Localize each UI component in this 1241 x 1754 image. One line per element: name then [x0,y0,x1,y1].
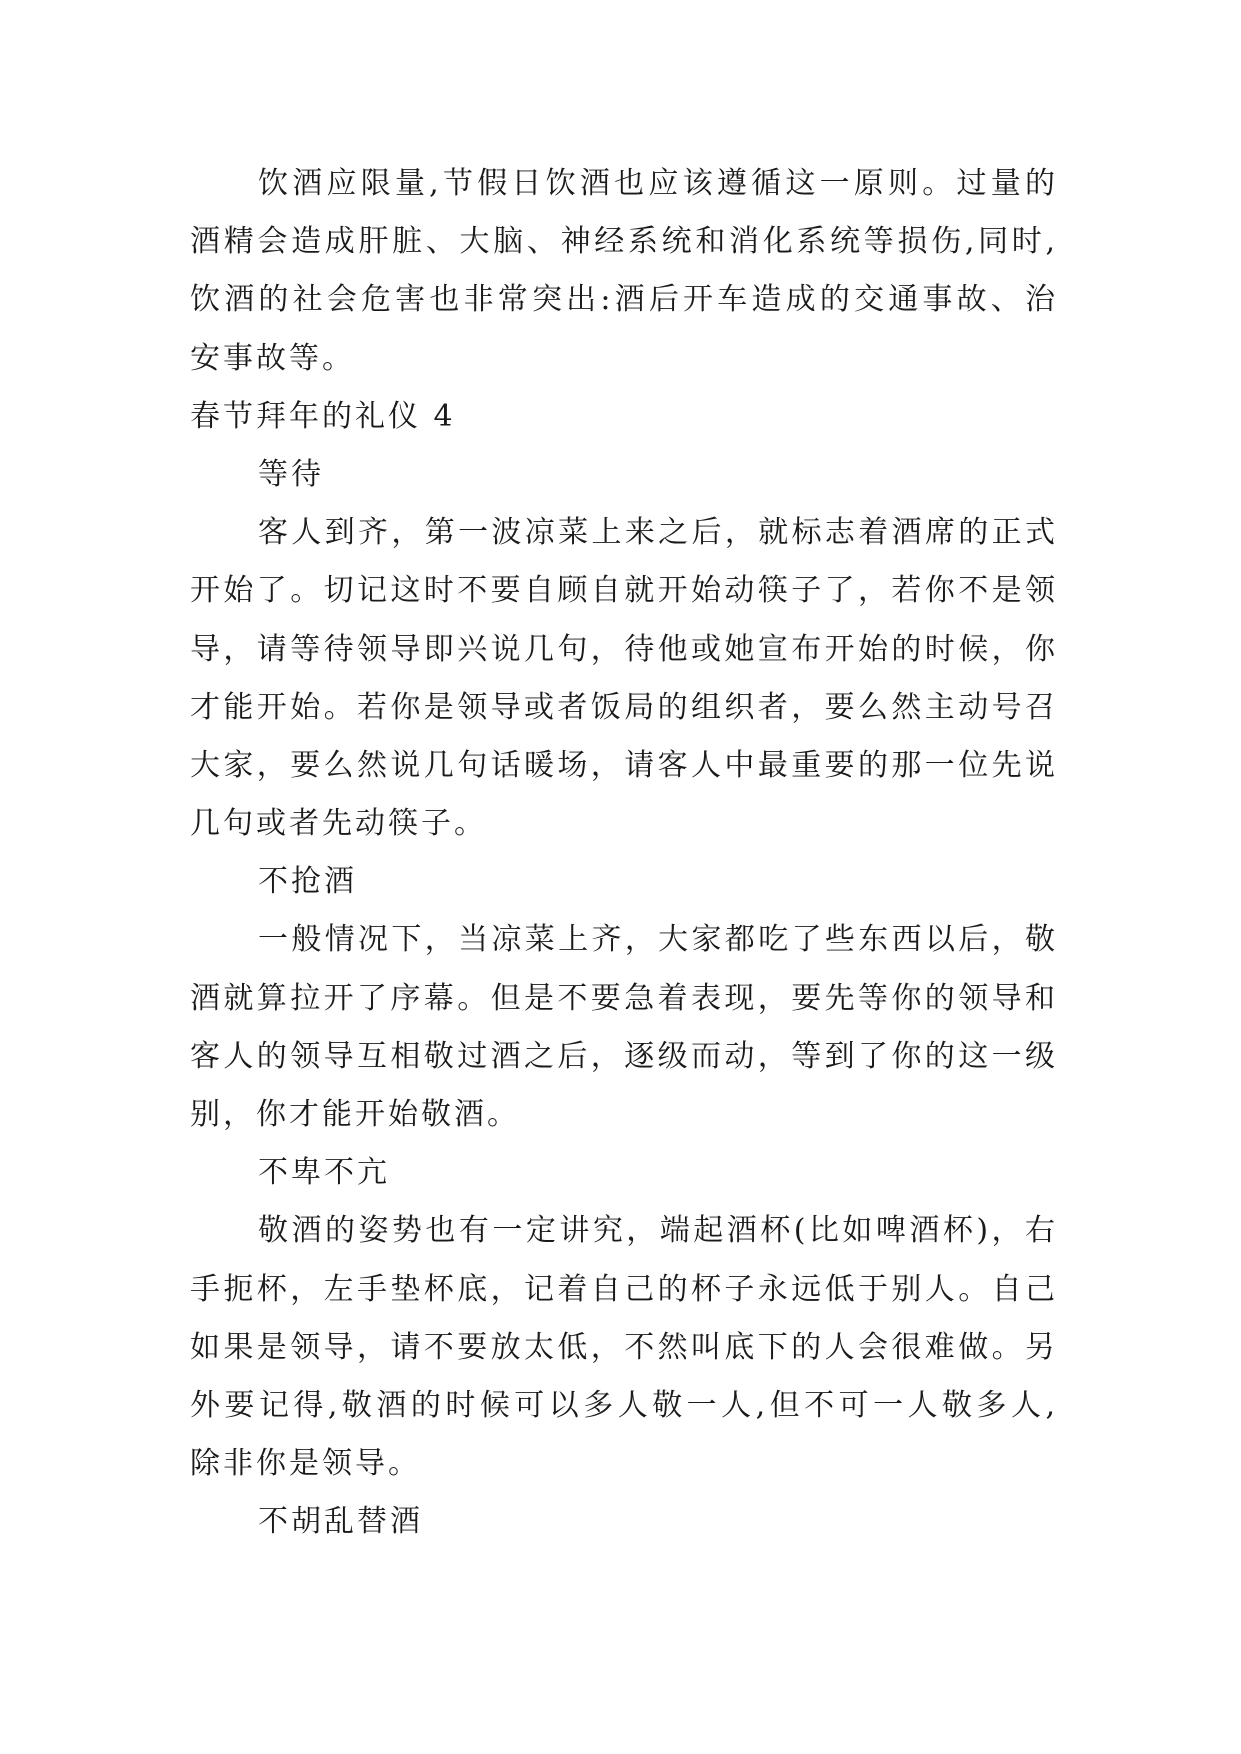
document-body [190,155,1055,1552]
paragraph-line: 除非你是领导。 [190,1446,421,1482]
paragraph-line: 外要记得,敬酒的时候可以多人敬一人,但不可一人敬多人, [190,1387,1055,1423]
paragraph-line: 酒就算拉开了序幕。但是不要急着表现，要先等你的领导和 [190,980,1055,1016]
section-heading: 不抢酒 [258,864,357,900]
paragraph-line: 手扼杯，左手垫杯底，记着自己的杯子永远低于别人。自己 [190,1271,1055,1307]
paragraph-line: 敬酒的姿势也有一定讲究，端起酒杯(比如啤酒杯)，右 [258,1213,1055,1249]
paragraph-line: 几句或者先动筷子。 [190,806,487,842]
paragraph-line: 饮酒应限量,节假日饮酒也应该遵循这一原则。过量的 [258,166,1055,201]
section-title: 春节拜年的礼仪 4 [190,398,456,434]
paragraph-line: 才能开始。若你是领导或者饭局的组织者，要么然主动号召 [190,689,1055,725]
paragraph-line: 别，你才能开始敬酒。 [190,1097,520,1132]
paragraph-line: 客人的领导互相敬过酒之后，逐级而动，等到了你的这一级 [190,1038,1055,1074]
paragraph-line: 导，请等待领导即兴说几句，待他或她宣布开始的时候，你 [190,631,1055,667]
paragraph-line: 大家，要么然说几句话暖场，请客人中最重要的那一位先说 [190,747,1055,783]
paragraph-line: 一般情况下，当凉菜上齐，大家都吃了些东西以后，敬 [258,922,1055,958]
section-heading: 不胡乱替酒 [258,1504,423,1540]
paragraph-line: 客人到齐，第一波凉菜上来之后，就标志着酒席的正式 [258,515,1055,551]
paragraph-line: 饮酒的社会危害也非常突出:酒后开车造成的交通事故、治 [190,282,1055,318]
paragraph-line: 如果是领导，请不要放太低，不然叫底下的人会很难做。另 [190,1329,1055,1365]
paragraph-line: 安事故等。 [190,340,355,376]
paragraph-line: 酒精会造成肝脏、大脑、神经系统和消化系统等损伤,同时, [190,224,1055,260]
paragraph-line: 开始了。切记这时不要自顾自就开始动筷子了，若你不是领 [190,573,1055,609]
section-heading: 不卑不亢 [258,1155,390,1191]
section-heading: 等待 [258,456,324,492]
